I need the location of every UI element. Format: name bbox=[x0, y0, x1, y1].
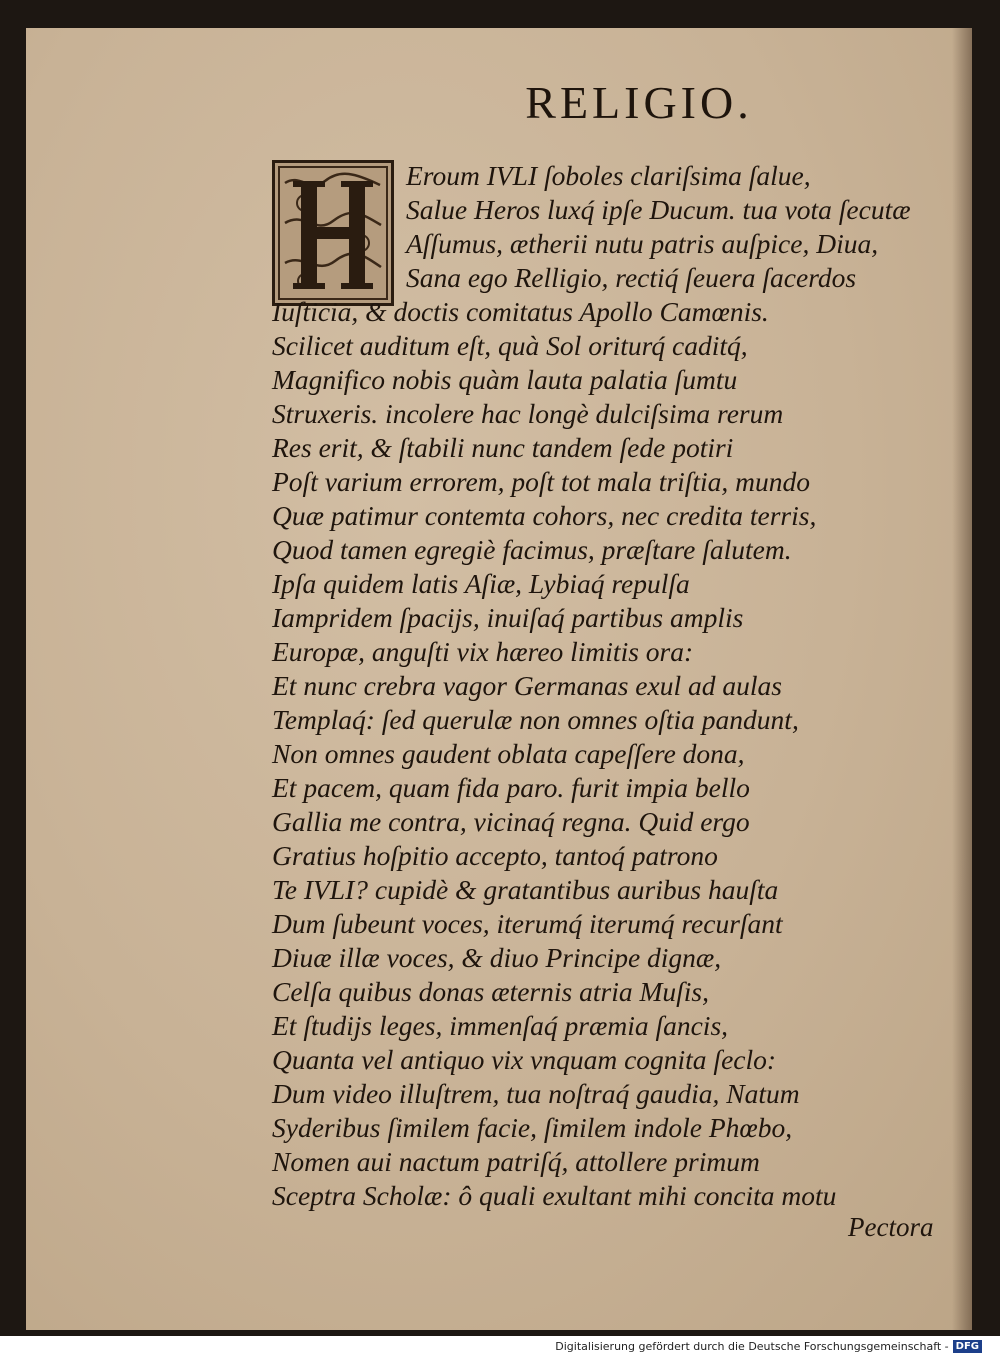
poem-line: Salue Heros luxq́ ipſe Ducum. tua vota ſecutæ bbox=[406, 194, 911, 225]
poem-line: Magnifico nobis quàm lauta palatia ſumtu bbox=[272, 364, 738, 395]
poem-line: Nomen aui nactum patriſq́, attollere primum bbox=[272, 1146, 760, 1177]
poem-line: Gallia me contra, vicinaq́ regna. Quid ergo bbox=[272, 806, 750, 837]
page-title-text: RELIGIO. bbox=[525, 77, 753, 128]
poem-line: Et ſtudijs leges, immenſaq́ præmia ſancis, bbox=[272, 1010, 729, 1041]
poem-line: Celſa quibus donas æternis atria Muſis, bbox=[272, 976, 709, 1007]
poem-line: Dum video illuſtrem, tua noſtraq́ gaudia, Natum bbox=[272, 1078, 800, 1109]
poem-line: Et pacem, quam fida paro. furit impia bello bbox=[272, 772, 750, 803]
poem-line: Quod tamen egregiè facimus, præſtare ſalutem. bbox=[272, 534, 792, 565]
poem-line: Scilicet auditum eſt, quà Sol oriturq́ caditq́, bbox=[272, 330, 748, 361]
poem-line: Quanta vel antiquo vix vnquam cognita ſeclo: bbox=[272, 1044, 777, 1075]
poem-line: Et nunc crebra vagor Germanas exul ad aulas bbox=[272, 670, 782, 701]
poem-line: Ipſa quidem latis Aſiæ, Lybiaq́ repulſa bbox=[272, 568, 690, 599]
poem-line: Struxeris. incolere hac longè dulciſsima rerum bbox=[272, 398, 784, 429]
poem-line: Diuæ illæ voces, & diuo Principe dignæ, bbox=[272, 942, 722, 973]
book-page bbox=[26, 28, 972, 1330]
poem-line: Te IVLI? cupidè & gratantibus auribus hauſta bbox=[272, 874, 779, 905]
poem-text bbox=[26, 28, 972, 1330]
catchword: Pectora bbox=[848, 1212, 934, 1242]
poem-line: Sana ego Relligio, rectiq́ ſeuera ſacerdos bbox=[406, 262, 857, 293]
footer-text: Digitalisierung gefördert durch die Deutsche Forschungsgemeinschaft - bbox=[555, 1340, 949, 1353]
poem-line: Poſt varium errorem, poſt tot mala triſtia, mundo bbox=[272, 466, 811, 497]
poem-line: Iuſticia, & doctis comitatus Apollo Camœnis. bbox=[272, 296, 769, 327]
poem-line: Iampridem ſpacijs, inuiſaq́ partibus amplis bbox=[272, 602, 744, 633]
poem-line: Templaq́: ſed querulæ non omnes oſtia pandunt, bbox=[272, 704, 799, 735]
poem-line: Quæ patimur contemta cohors, nec credita terris, bbox=[272, 500, 817, 531]
dfg-logo: DFG bbox=[953, 1340, 982, 1353]
poem-line: Aſſumus, ætherii nutu patris auſpice, Diua, bbox=[406, 228, 879, 259]
poem-line: Sceptra Scholæ: ô quali exultant mihi concita motu bbox=[272, 1180, 837, 1211]
poem-line: Res erit, & ſtabili nunc tandem ſede potiri bbox=[272, 432, 734, 463]
poem-line: Europæ, anguſti vix hæreo limitis ora: bbox=[272, 636, 694, 667]
poem-line: Non omnes gaudent oblata capeſſere dona, bbox=[272, 738, 745, 769]
poem-line: Syderibus ſimilem facie, ſimilem indole Phœbo, bbox=[272, 1112, 793, 1143]
poem-line: Eroum IVLI ſoboles clariſsima ſalue, bbox=[406, 160, 811, 191]
poem-line: Gratius hoſpitio accepto, tantoq́ patrono bbox=[272, 840, 718, 871]
footer-credit bbox=[555, 1340, 982, 1353]
poem-line: Dum ſubeunt voces, iterumq́ iterumq́ recurſant bbox=[272, 908, 783, 939]
